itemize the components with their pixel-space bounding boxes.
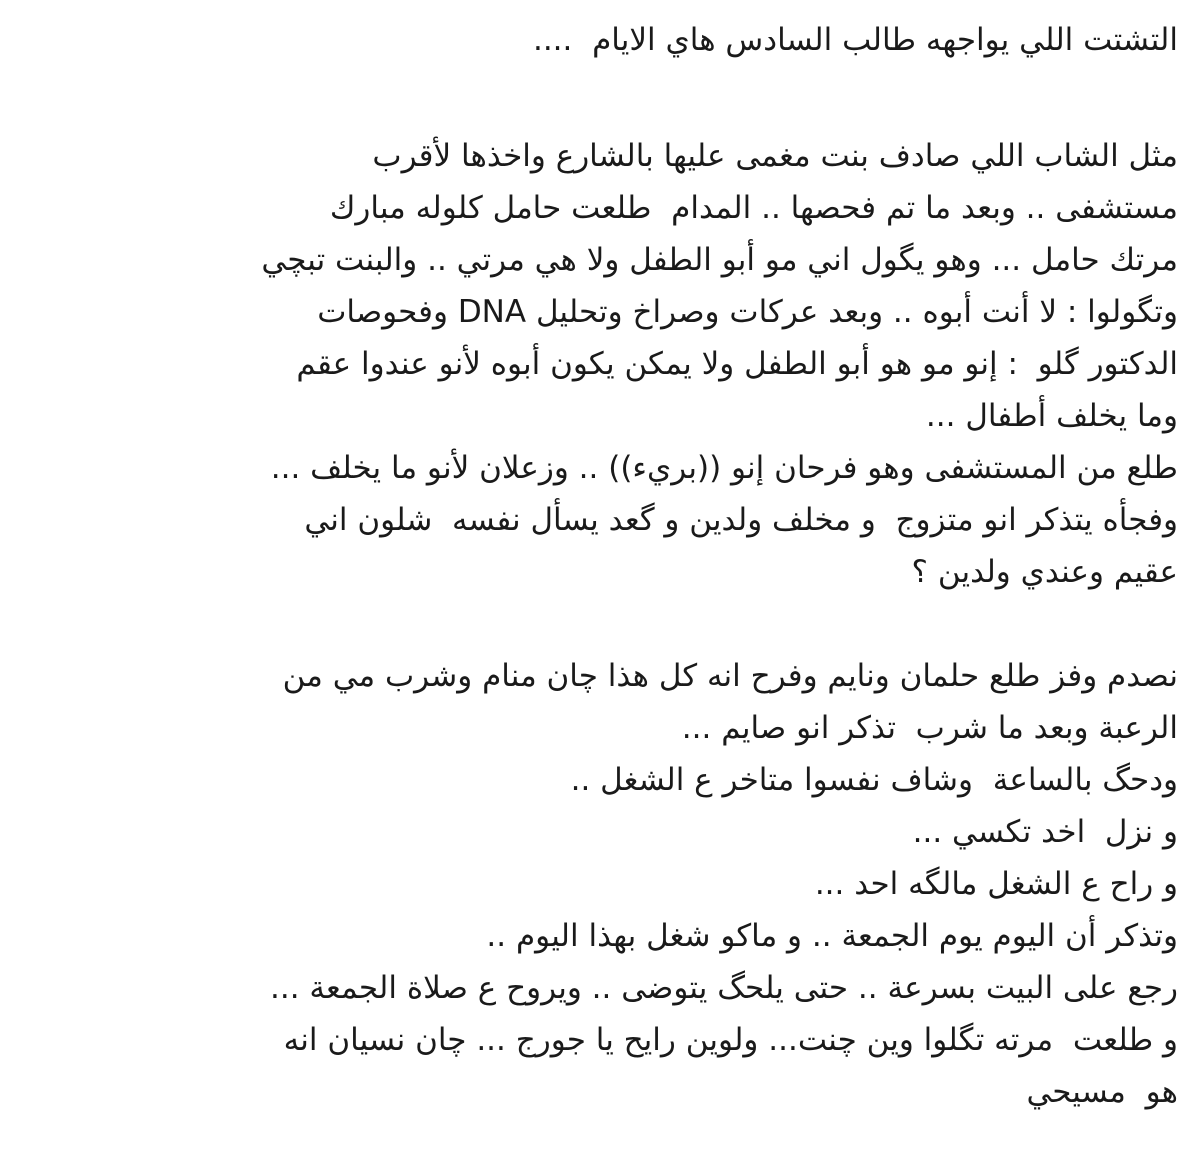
- text-line: وتگولوا : لا أنت أبوه .. وبعد عركات وصراخ وتحليل DNA وفحوصات: [317, 294, 1178, 330]
- text-line: عقيم وعندي ولدين ؟: [911, 554, 1178, 590]
- text-line: و نزل اخد تكسي ...: [912, 814, 1178, 850]
- text-line: وما يخلف أطفال ...: [925, 398, 1178, 434]
- text-line: مستشفى .. وبعد ما تم فحصها .. المدام طلعت حامل كلوله مبارك: [329, 190, 1178, 226]
- text-line: طلع من المستشفى وهو فرحان إنو ((بريء)) .. وزعلان لأنو ما يخلف ...: [270, 450, 1178, 486]
- text-line: نصدم وفز طلع حلمان ونايم وفرح انه كل هذا چان منام وشرب مي من: [282, 658, 1178, 694]
- paragraph-break: [22, 598, 1178, 650]
- text-line: وفجأه يتذكر انو متزوج و مخلف ولدين و گعد يسأل نفسه شلون اني: [304, 502, 1178, 538]
- text-line: مرتك حامل ... وهو يگول اني مو أبو الطفل ولا هي مرتي .. والبنت تبچي: [261, 242, 1178, 278]
- text-line: مثل الشاب اللي صادف بنت مغمى عليها بالشارع واخذها لأقرب: [372, 138, 1178, 174]
- text-line: التشتت اللي يواجهه طالب السادس هاي الايام ....: [532, 22, 1178, 58]
- text-line: و راح ع الشغل مالگه احد ...: [814, 866, 1178, 902]
- text-line: الرعبة وبعد ما شرب تذكر انو صايم ...: [681, 710, 1178, 746]
- text-line: وتذكر أن اليوم يوم الجمعة .. و ماكو شغل بهذا اليوم ..: [486, 918, 1178, 954]
- text-line: رجع على البيت بسرعة .. حتى يلحگ يتوضى .. ويروح ع صلاة الجمعة ...: [270, 970, 1178, 1006]
- text-line: هو مسيحي: [1026, 1074, 1178, 1110]
- paragraph-dream-story: [22, 650, 1178, 1118]
- paragraph-intro: [22, 14, 1178, 66]
- paragraph-break: [22, 66, 1178, 130]
- text-line: ودحگ بالساعة وشاف نفسوا متاخر ع الشغل ..: [570, 762, 1178, 798]
- text-line: الدكتور گلو : إنو مو هو أبو الطفل ولا يمكن يكون أبوه لأنو عندوا عقم: [296, 346, 1178, 382]
- text-line: و طلعت مرته تگلوا وين چنت... ولوين رايح يا جورج ... چان نسيان انه: [283, 1022, 1178, 1058]
- paragraph-hospital-story: [22, 130, 1178, 598]
